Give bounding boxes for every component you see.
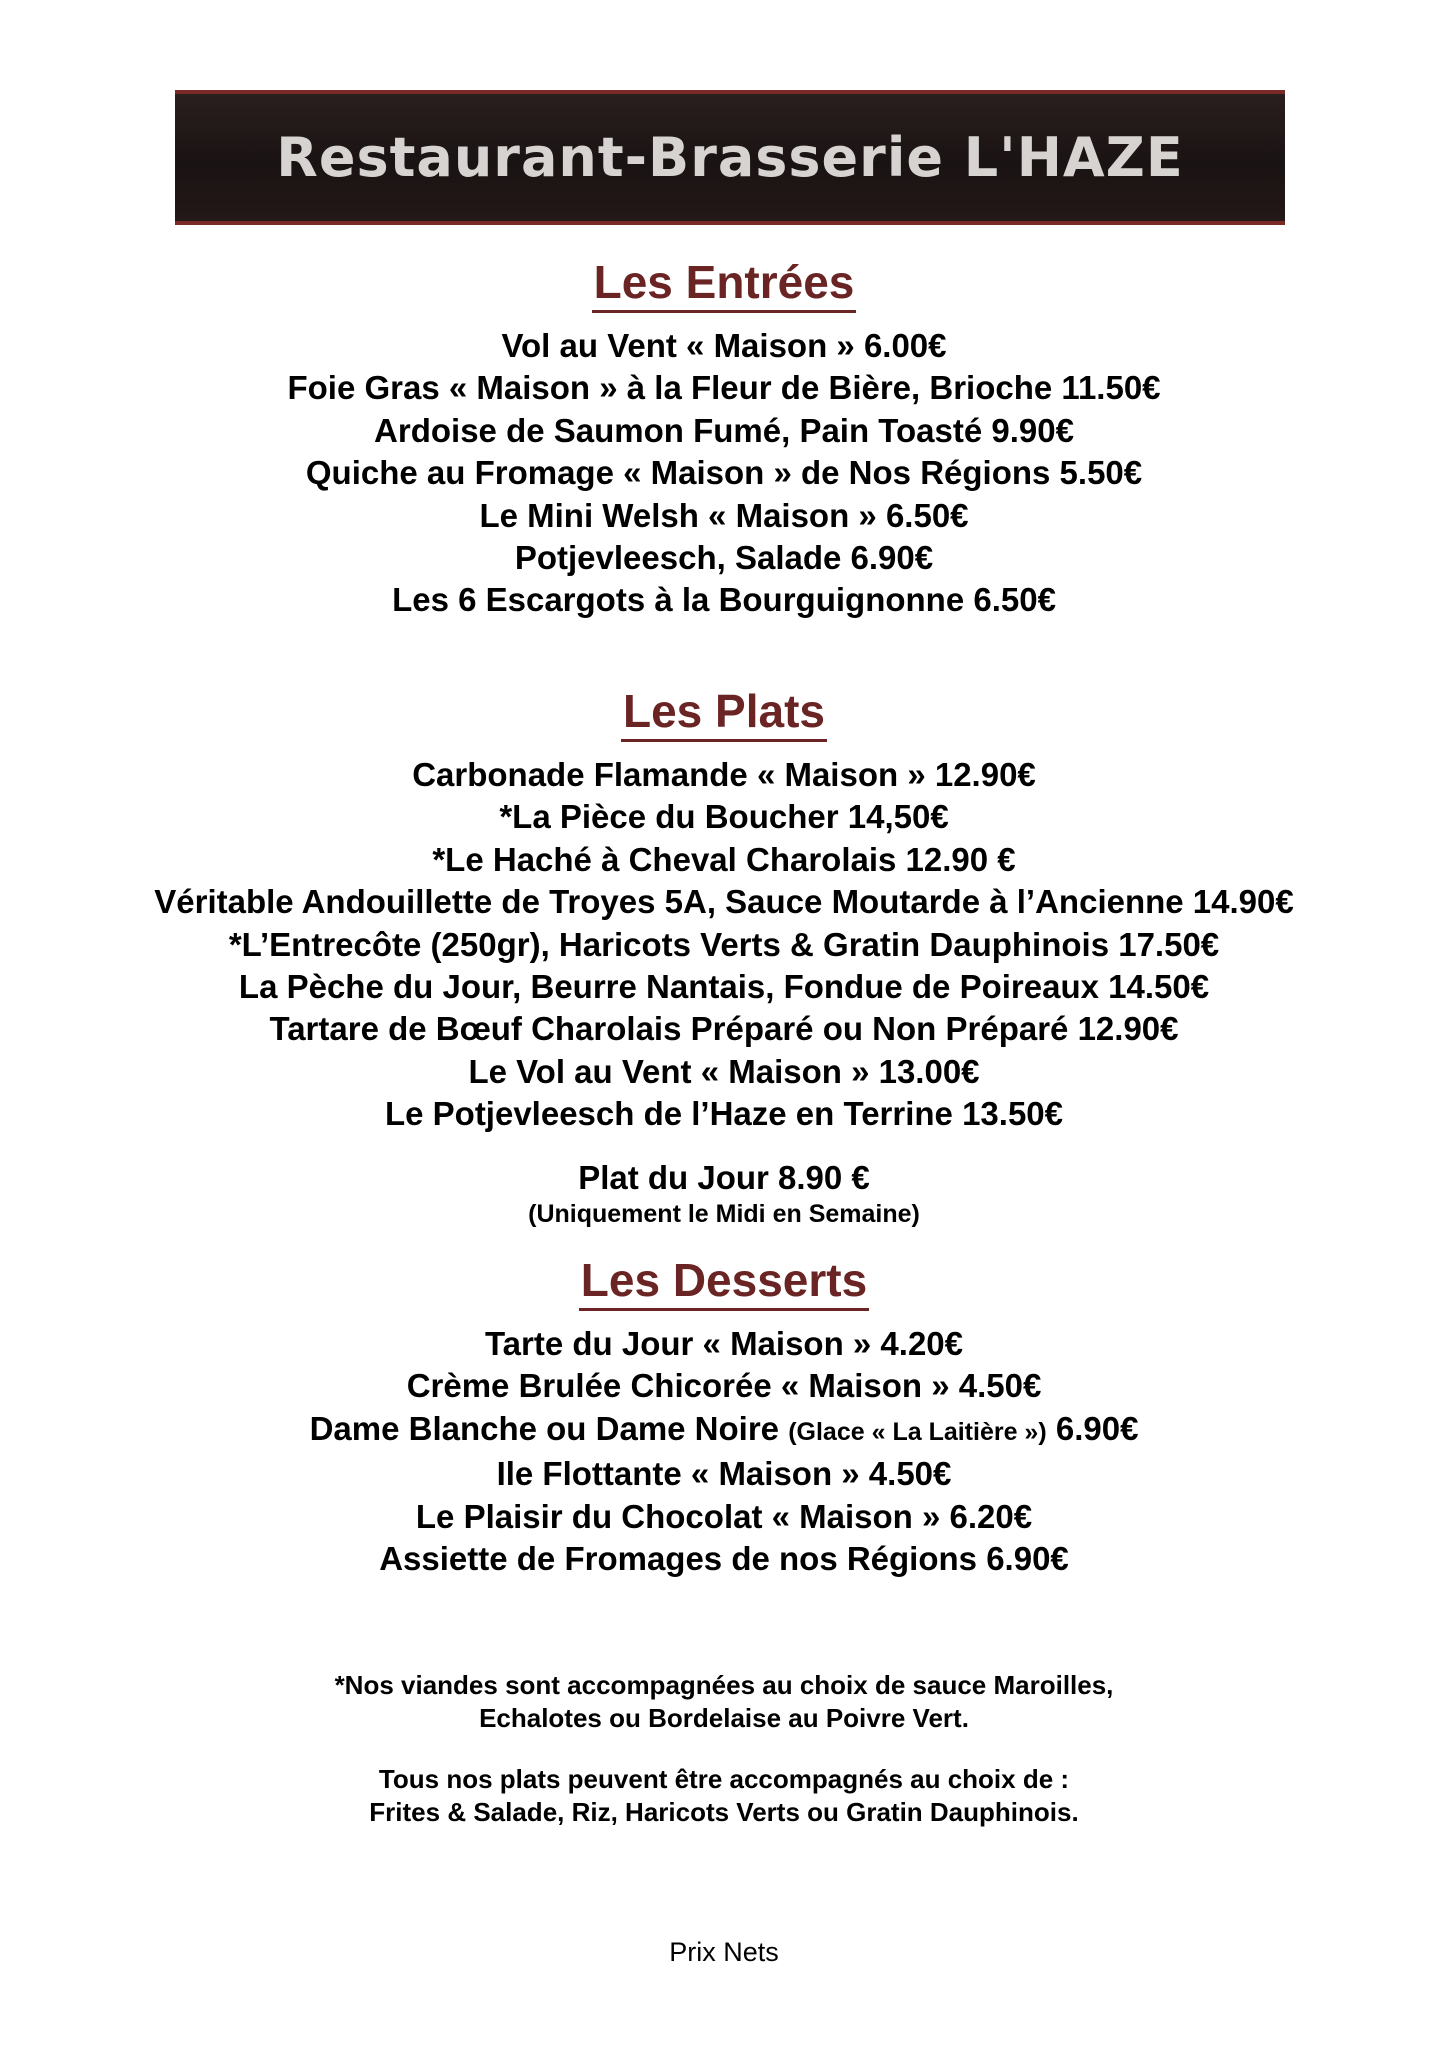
menu-item: Quiche au Fromage « Maison » de Nos Régions 5.50€ [305, 454, 1143, 492]
menu-item: Ile Flottante « Maison » 4.50€ [496, 1455, 952, 1493]
menu-item-dame: Dame Blanche ou Dame Noire (Glace « La Laitière ») 6.90€ [309, 1409, 1139, 1447]
plat-du-jour: Plat du Jour 8.90 € [578, 1159, 870, 1196]
menu-item: Vol au Vent « Maison » 6.00€ [501, 327, 947, 364]
entrees-list [0, 325, 1448, 622]
menu-item: *La Pièce du Boucher 14,50€ [499, 798, 949, 836]
menu-item: Le Mini Welsh « Maison » 6.50€ [479, 496, 969, 534]
menu-item: Tartare de Bœuf Charolais Préparé ou Non Préparé 12.90€ [269, 1010, 1179, 1048]
menu-item: Le Plaisir du Chocolat « Maison » 6.20€ [415, 1497, 1033, 1535]
prix-nets-footer: Prix Nets [669, 1937, 779, 1967]
section-title-entrees: Les Entrées [0, 254, 1448, 310]
menu-item: Les 6 Escargots à la Bourguignonne 6.50€ [392, 581, 1056, 619]
menu-item: Carbonade Flamande « Maison » 12.90€ [412, 756, 1036, 793]
menu-item: Tarte du Jour « Maison » 4.20€ [484, 1325, 964, 1362]
menu-item: Assiette de Fromages de nos Régions 6.90€ [379, 1540, 1069, 1578]
plat-du-jour-note: (Uniquement le Midi en Semaine) [528, 1200, 920, 1228]
menu-item: *Le Haché à Cheval Charolais 12.90 € [432, 840, 1016, 878]
plats-list [0, 754, 1448, 1136]
menu-item: La Pèche du Jour, Beurre Nantais, Fondue de Poireaux 14.50€ [238, 968, 1210, 1006]
viandes-note: *Nos viandes sont accompagnées au choix de sauce Maroilles, Echalotes ou Bordelaise au Poivre Vert. [334, 1670, 1114, 1733]
dame-glace-note: (Glace « La Laitière ») [788, 1417, 1047, 1446]
section-title-plats: Les Plats [0, 683, 1448, 739]
menu-item: Le Vol au Vent « Maison » 13.00€ [468, 1052, 980, 1090]
menu-item: Ardoise de Saumon Fumé, Pain Toasté 9.90€ [374, 411, 1074, 449]
menu-item: Foie Gras « Maison » à la Fleur de Bière, Brioche 11.50€ [287, 369, 1161, 407]
section-title-desserts: Les Desserts [0, 1252, 1448, 1308]
plats-accompagnement-note: Tous nos plats peuvent être accompagnés au choix de : Frites & Salade, Riz, Haricots Verts ou Gratin Dauphinois. [369, 1764, 1079, 1827]
menu-item: Le Potjevleesch de l’Haze en Terrine 13.50€ [384, 1095, 1064, 1133]
desserts-list [0, 1323, 1448, 1580]
menu-item: Crème Brulée Chicorée « Maison » 4.50€ [406, 1367, 1042, 1405]
menu-item: Véritable Andouillette de Troyes 5A, Sauce Moutarde à l’Ancienne 14.90€ [154, 883, 1294, 921]
menu-item: *L’Entrecôte (250gr), Haricots Verts & Gratin Dauphinois 17.50€ [228, 925, 1220, 963]
restaurant-name: Restaurant-Brasserie L'HAZE [276, 126, 1184, 189]
menu-item: Potjevleesch, Salade 6.90€ [514, 539, 934, 577]
restaurant-banner [175, 90, 1285, 225]
